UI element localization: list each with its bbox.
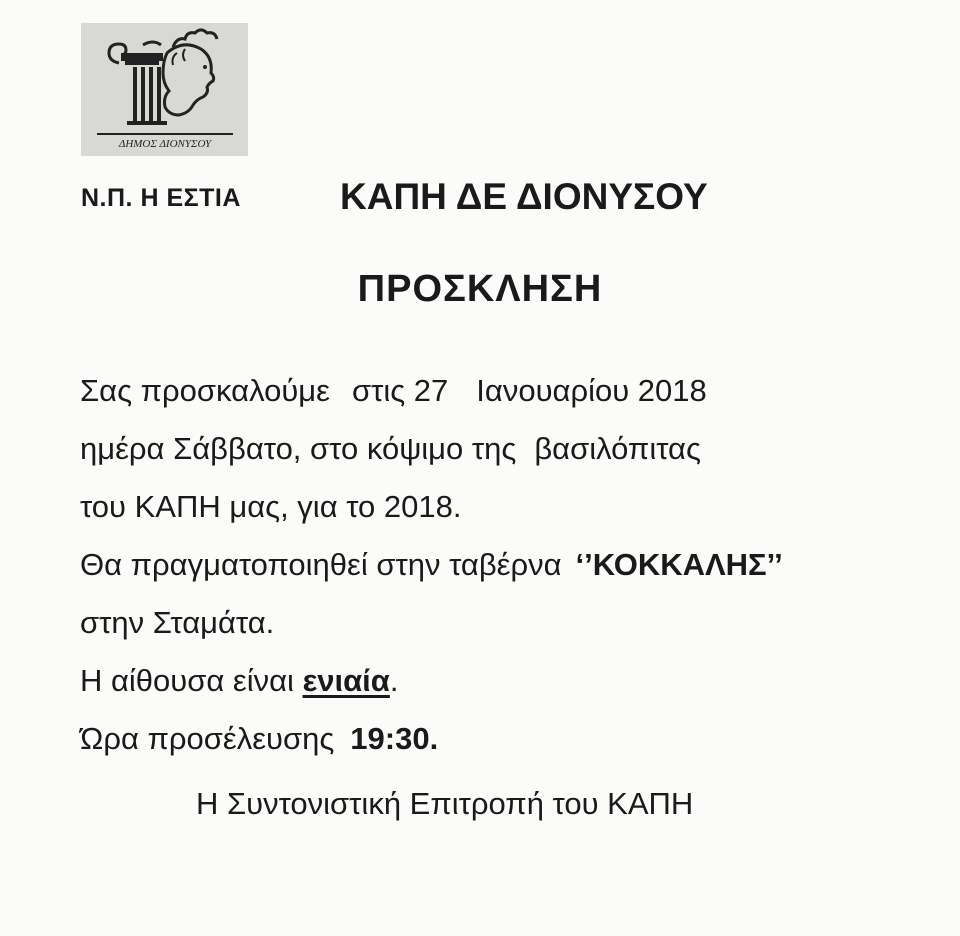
- body-line-7-a: Ώρα προσέλευσης: [80, 721, 335, 756]
- body-line-7: [80, 710, 930, 768]
- body-line-1-c: Ιανουαρίου 2018: [476, 373, 707, 408]
- body-line-6-c: .: [389, 663, 399, 698]
- arrival-time: 19:30.: [350, 721, 439, 756]
- logo-caption: ΔΗΜΟΣ ΔΙΟΝΥΣΟΥ: [118, 138, 212, 150]
- body-line-1-b: στις 27: [351, 373, 449, 408]
- invitation-heading: ΠΡΟΣΚΛΗΣΗ: [357, 268, 603, 310]
- body-line-6: [80, 652, 930, 710]
- municipality-logo-icon: [81, 23, 248, 156]
- body-line-1-a: Σας προσκαλούμε: [80, 373, 330, 408]
- invitation-body: [80, 362, 930, 768]
- signature: Η Συντονιστική Επιτροπή του ΚΑΠΗ: [196, 786, 694, 821]
- body-line-2-a: ημέρα Σάββατο, στο κόψιμο της: [80, 431, 517, 466]
- venue-name: ‘’ΚΟΚΚΑΛΗΣ’’: [575, 547, 783, 582]
- body-line-1: [80, 362, 930, 420]
- body-line-3: του ΚΑΠΗ μας, για το 2018.: [80, 489, 462, 524]
- body-line-4-a: Θα πραγματοποιηθεί στην ταβέρνα: [80, 547, 562, 582]
- body-line-4: [80, 536, 930, 594]
- org-title: ΚΑΠΗ ΔΕ ΔΙΟΝΥΣΟΥ: [340, 176, 708, 217]
- body-line-2-b: βασιλόπιτας: [534, 431, 701, 466]
- body-line-2: [80, 420, 930, 478]
- org-short-name: Ν.Π. Η ΕΣΤΙΑ: [81, 184, 241, 212]
- body-line-6-a: Η αίθουσα είναι: [80, 663, 294, 698]
- hall-type: ενιαία: [302, 663, 390, 698]
- body-line-5: στην Σταμάτα.: [80, 605, 275, 640]
- municipality-logo: [81, 23, 248, 156]
